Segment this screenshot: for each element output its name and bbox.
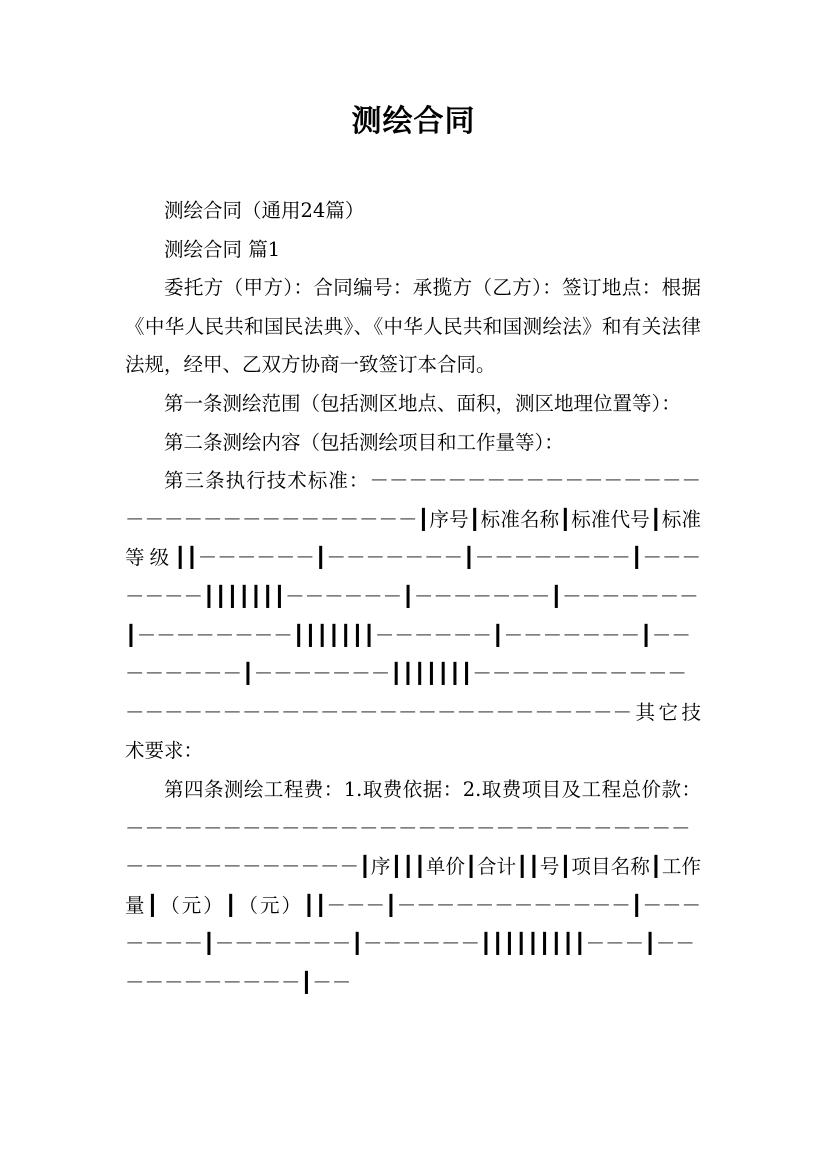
paragraph-part-heading: 测绘合同 篇1 bbox=[164, 237, 281, 261]
document-body bbox=[125, 192, 701, 1002]
paragraph-article-1: 第一条测绘范围（包括测区地点、面积，测区地理位置等）： bbox=[164, 391, 681, 415]
document-title: 测绘合同 bbox=[351, 104, 476, 139]
paragraph-article-2: 第二条测绘内容（包括测绘项目和工作量等）： bbox=[164, 430, 564, 454]
paragraph-parties: 委托方（甲方）：合同编号：承揽方（乙方）：签订地点：根据《中华人民共和国民法典》、《中华人民共和国测绘法》和有关法律法规，经甲、乙双方协商一致签订本合同。 bbox=[125, 276, 701, 377]
paragraph-article-4: 第四条测绘工程费：1.取费依据：2.取费项目及工程总价款：－－－－－－－－－－－－－－－－－－－－－－－－－－－－－－－－－－－－－－－－－┃序┃┃┃单价┃合计┃┃号┃项目名称┃工作量┃（元）┃（元）┃┃－－－┃－－－－－－－－－－－－┃－－－－－－－┃－－－－－－－┃－－－－－－┃┃┃┃┃┃┃┃┃－－－┃－－－－－－－－－－－┃－－ bbox=[125, 777, 701, 994]
paragraph-article-3: 第三条执行技术标准：－－－－－－－－－－－－－－－－－－－－－－－－－－－－－－－－┃序号┃标准名称┃标准代号┃标准等级┃┃－－－－－－┃－－－－－－－┃－－－－－－－－┃－－－－－－－┃┃┃┃┃┃┃－－－－－－┃－－－－－－－┃－－－－－－－┃－－－－－－－－┃┃┃┃┃┃┃－－－－－－┃－－－－－－－┃－－－－－－－－┃－－－－－－－┃┃┃┃┃┃┃－－－－－－－－－－－－－－－－－－－－－－－－－－－－－－－－－－－－－其它技术要求： bbox=[125, 469, 701, 763]
paragraph-collection-heading: 测绘合同（通用24篇） bbox=[164, 199, 365, 222]
